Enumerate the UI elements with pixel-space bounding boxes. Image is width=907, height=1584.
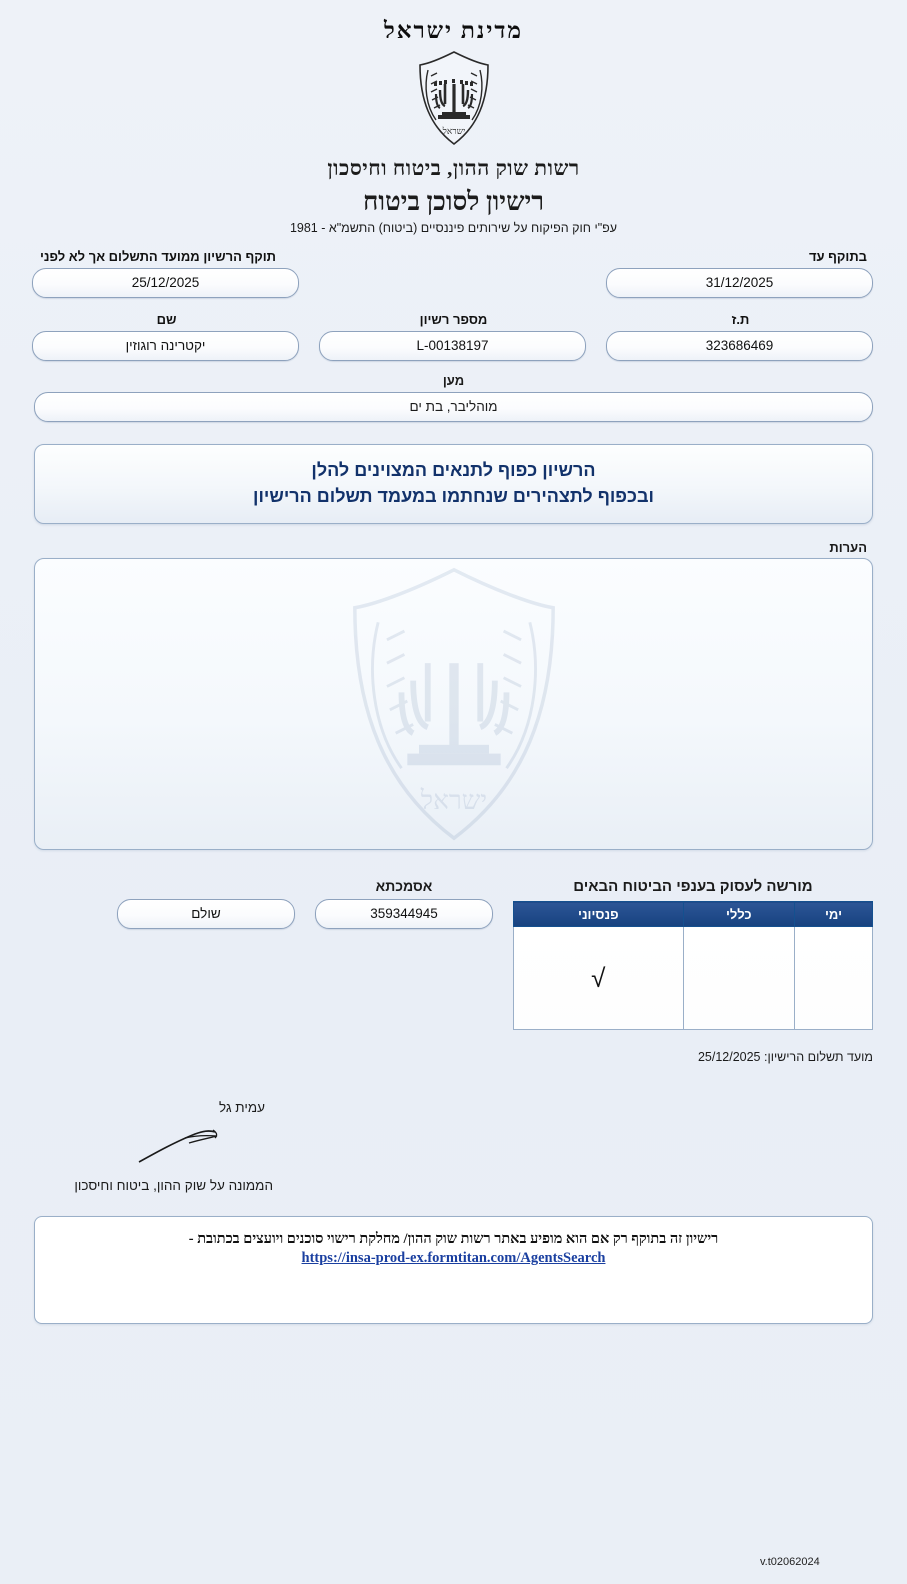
id-label: ת.ז (731, 312, 750, 327)
state-title: מדינת ישראל (383, 18, 524, 43)
spacer-field (321, 249, 586, 298)
id-field (608, 312, 873, 361)
payment-date-line: מועד תשלום הרישיון: 25/12/2025 (697, 1050, 873, 1065)
conditions-line-2: ובכפוף לתצהירים שנחתמו במעמד תשלום הרישיון (253, 486, 654, 507)
payment-status-field (117, 878, 295, 929)
version-label: v.t02062024 (760, 1556, 820, 1568)
license-number-value: L-00138197 (319, 331, 586, 361)
validity-notice-value: 25/12/2025 (32, 268, 299, 298)
law-reference: עפ"י חוק הפיקוח על שירותים פיננסיים (ביטוח) התשמ"א - 1981 (289, 221, 618, 235)
notes-box[interactable] (34, 558, 873, 850)
conditions-box (34, 444, 873, 524)
emblem-watermark-icon (329, 564, 579, 844)
middle-section (34, 878, 873, 1030)
israel-emblem-icon (414, 50, 494, 146)
identity-row (34, 312, 873, 361)
footer-note-box (34, 1216, 873, 1324)
license-number-label: מספר רשיון (419, 312, 488, 327)
receipt-label: אסמכתא (375, 878, 433, 895)
signatory-role: הממונה על שוק ההון, ביטוח וחיסכון (74, 1178, 273, 1194)
branches-title: מורשה לעסוק בענפי הביטוח הבאים (573, 878, 813, 896)
address-block (34, 373, 873, 422)
receipt-value: 359344945 (315, 899, 493, 929)
license-number-field (321, 312, 586, 361)
agents-search-link[interactable]: https://insa-prod-ex.formtitan.com/AgentsSearch (301, 1250, 606, 1267)
id-value: 323686469 (606, 331, 873, 361)
authority-title: רשות שוק ההון, ביטוח וחיסכון (327, 156, 580, 180)
signature-icon (133, 1118, 233, 1170)
document-title: רישיון לסוכן ביטוח (362, 187, 545, 216)
name-field (34, 312, 299, 361)
validity-row (34, 249, 873, 298)
valid-until-field (608, 249, 873, 298)
branches-mark-0 (794, 927, 872, 1030)
emblem-container (34, 50, 873, 146)
conditions-line-1: הרשיון כפוף לתנאים המצוינים להלן (311, 460, 596, 480)
svg-text:ישראל: ישראל (420, 786, 487, 816)
name-value: יקטרינה רוגוזין (32, 331, 299, 361)
branches-mark-2: √ (514, 927, 684, 1030)
payment-status-label (117, 878, 295, 894)
branches-header-row (514, 902, 873, 927)
address-value: מוהליבר, בת ים (34, 392, 873, 422)
validity-notice-field (34, 249, 299, 298)
signature-block (34, 1100, 873, 1210)
valid-until-value: 31/12/2025 (606, 268, 873, 298)
branches-col-1: כללי (683, 902, 794, 927)
valid-until-label: בתוקף עד (808, 249, 867, 264)
receipt-field (315, 878, 493, 929)
branches-table (513, 901, 873, 1030)
branches-col-0: ימי (794, 902, 872, 927)
branches-value-row (514, 927, 873, 1030)
footer-note-text: רישיון זה בתוקף רק אם הוא מופיע באתר רשות שוק ההון/ מחלקת רישוי סוכנים ויועצים בכתובת - (188, 1231, 719, 1248)
svg-text:ישראל: ישראל (442, 126, 465, 136)
name-label: שם (156, 312, 177, 327)
branches-block (513, 878, 873, 1030)
branches-col-2: פנסיוני (514, 902, 684, 927)
branches-mark-1 (683, 927, 794, 1030)
notes-label: הערות (829, 540, 867, 556)
address-label: מען (442, 373, 465, 388)
validity-notice-label: תוקף הרשיון ממועד התשלום אך לא לפני (40, 249, 276, 264)
payment-status-value: שולם (117, 899, 295, 929)
signatory-name: עמית גל (218, 1100, 265, 1116)
